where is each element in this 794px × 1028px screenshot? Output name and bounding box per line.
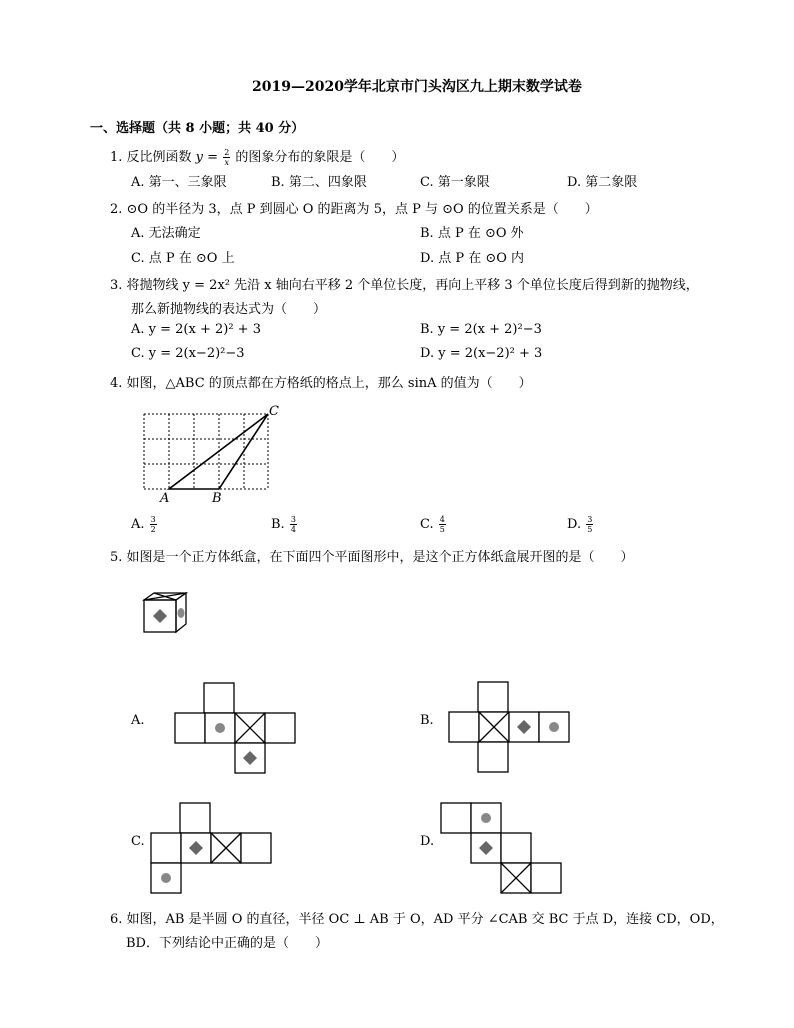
q3-option-b[interactable]: B. y = 2(x + 2)²−3 [420, 322, 542, 337]
dot-icon [215, 723, 225, 733]
q4-grid-figure [140, 402, 290, 507]
q5-net-b[interactable] [448, 681, 570, 773]
q5-stem: 5. 如图是一个正方体纸盒，在下面四个平面图形中，是这个正方体纸盒展开图的是（ ） [110, 550, 634, 565]
dot-icon [549, 722, 559, 732]
dot-icon [178, 608, 185, 618]
q2-stem: 2. ⊙O 的半径为 3，点 P 到圆心 O 的距离为 5，点 P 与 ⊙O 的位置关系是（ ） [110, 202, 598, 217]
q1-option-b[interactable]: B. 第二、四象限 [271, 175, 367, 190]
q6-stem-line2: BD．下列结论中正确的是（ ） [126, 936, 328, 951]
q1-option-c[interactable]: C. 第一象限 [420, 175, 490, 190]
diamond-icon [153, 609, 167, 623]
point-b-label: B [212, 491, 222, 506]
q6-stem-line1: 6. 如图，AB 是半圆 O 的直径，半径 OC ⊥ AB 于 O，AD 平分 ∠CAB 交 BC 于点 D，连接 CD，OD， [110, 912, 724, 927]
q4-option-b[interactable]: B. $\frac{3}{4}$ [271, 515, 296, 534]
q5-cube-figure [143, 592, 193, 637]
q5-option-d-label[interactable]: D. [420, 834, 435, 849]
section-heading: 一、选择题（共 8 小题；共 40 分） [90, 121, 305, 136]
q4-option-d[interactable]: D. $\frac{3}{5}$ [567, 515, 593, 534]
point-c-label: C [269, 404, 279, 419]
q5-option-c-label[interactable]: C. [131, 834, 145, 849]
q2-option-c[interactable]: C. 点 P 在 ⊙O 上 [131, 251, 235, 266]
dot-icon [161, 873, 171, 883]
q3-option-d[interactable]: D. y = 2(x−2)² + 3 [420, 346, 543, 361]
q1-fraction: $\frac{2}{x}$ [224, 148, 230, 167]
page-title: 2019—2020学年北京市门头沟区九上期末数学试卷 [252, 79, 582, 95]
q2-option-a[interactable]: A. 无法确定 [131, 226, 201, 241]
q1-option-a[interactable]: A. 第一、三象限 [131, 175, 227, 190]
q5-net-a[interactable] [174, 682, 296, 774]
q2-option-d[interactable]: D. 点 P 在 ⊙O 内 [420, 251, 525, 266]
q2-option-b[interactable]: B. 点 P 在 ⊙O 外 [420, 226, 524, 241]
q4-stem: 4. 如图，△ABC 的顶点都在方格纸的格点上，那么 sinA 的值为（ ） [110, 376, 532, 391]
q1-stem: 1. 反比例函数 y = $\frac{2}{x}$ 的图象分布的象限是（ ） [110, 148, 405, 167]
q1-option-d[interactable]: D. 第二象限 [567, 175, 638, 190]
q4-option-c[interactable]: C. $\frac{4}{5}$ [420, 515, 445, 534]
q3-stem-line1: 3. 将抛物线 y = 2x² 先沿 x 轴向右平移 2 个单位长度，再向上平移 3 个单位长度后得到新的抛物线， [110, 278, 699, 293]
triangle-abc [169, 414, 268, 489]
q3-stem-line2: 那么新抛物线的表达式为（ ） [131, 302, 327, 317]
q4-option-a[interactable]: A. $\frac{3}{2}$ [131, 515, 156, 534]
dot-icon [481, 813, 491, 823]
q5-net-c[interactable] [150, 802, 272, 894]
q5-option-b-label[interactable]: B. [420, 713, 434, 728]
point-a-label: A [160, 491, 170, 506]
q3-option-a[interactable]: A. y = 2(x + 2)² + 3 [131, 322, 261, 337]
q5-net-d[interactable] [440, 802, 562, 894]
q5-option-a-label[interactable]: A. [131, 713, 145, 728]
q3-option-c[interactable]: C. y = 2(x−2)²−3 [131, 346, 245, 361]
